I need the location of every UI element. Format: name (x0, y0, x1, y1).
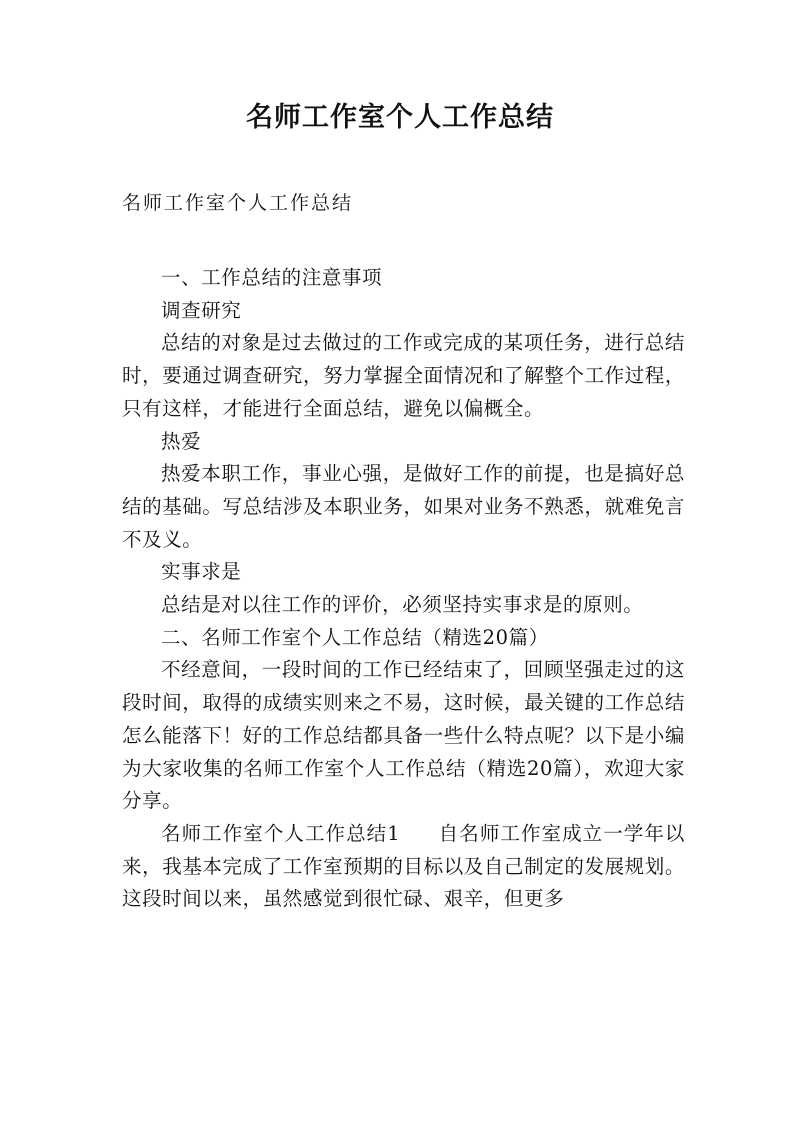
summary-1-text: 自名师工作室成立一学年以来，我基本完成了工作室预期的目标以及自己制定的发展规划。这段时间以来，虽然感觉到很忙碌、艰辛，但更多 (122, 821, 685, 911)
subheading-passion: 热爱 (161, 429, 202, 453)
paragraph-intro: 不经意间，一段时间的工作已经结束了，回顾坚强走过的这段时间，取得的成绩实则来之不易，这时候，最关键的工作总结怎么能落下！好的工作总结都具备一些什么特点呢？以下是小编为大家收集的名师工作室个人工作总结（精选20篇），欢迎大家分享。 (122, 658, 685, 813)
summary-1-lead: 名师工作室个人工作总结1 (161, 821, 401, 845)
section-heading-1: 一、工作总结的注意事项 (161, 266, 383, 289)
subheading-research: 调查研究 (161, 298, 242, 322)
paragraph-summary-1 (122, 818, 685, 916)
paragraph-truth: 总结是对以往工作的评价，必须坚持实事求是的原则。 (161, 593, 644, 617)
document-title: 名师工作室个人工作总结 (246, 102, 554, 133)
paragraph-passion: 热爱本职工作，事业心强，是做好工作的前提，也是搞好总结的基础。写总结涉及本职业务，如果对业务不熟悉，就难免言不及义。 (122, 462, 685, 551)
subheading-truth: 实事求是 (161, 560, 242, 584)
document-body (122, 262, 685, 916)
section-heading-2: 二、名师工作室个人工作总结（精选20篇） (161, 625, 549, 649)
document-subtitle: 名师工作室个人工作总结 (122, 192, 354, 214)
paragraph-research: 总结的对象是过去做过的工作或完成的某项任务，进行总结时，要通过调查研究，努力掌握全面情况和了解整个工作过程，只有这样，才能进行全面总结，避免以偏概全。 (122, 331, 685, 420)
